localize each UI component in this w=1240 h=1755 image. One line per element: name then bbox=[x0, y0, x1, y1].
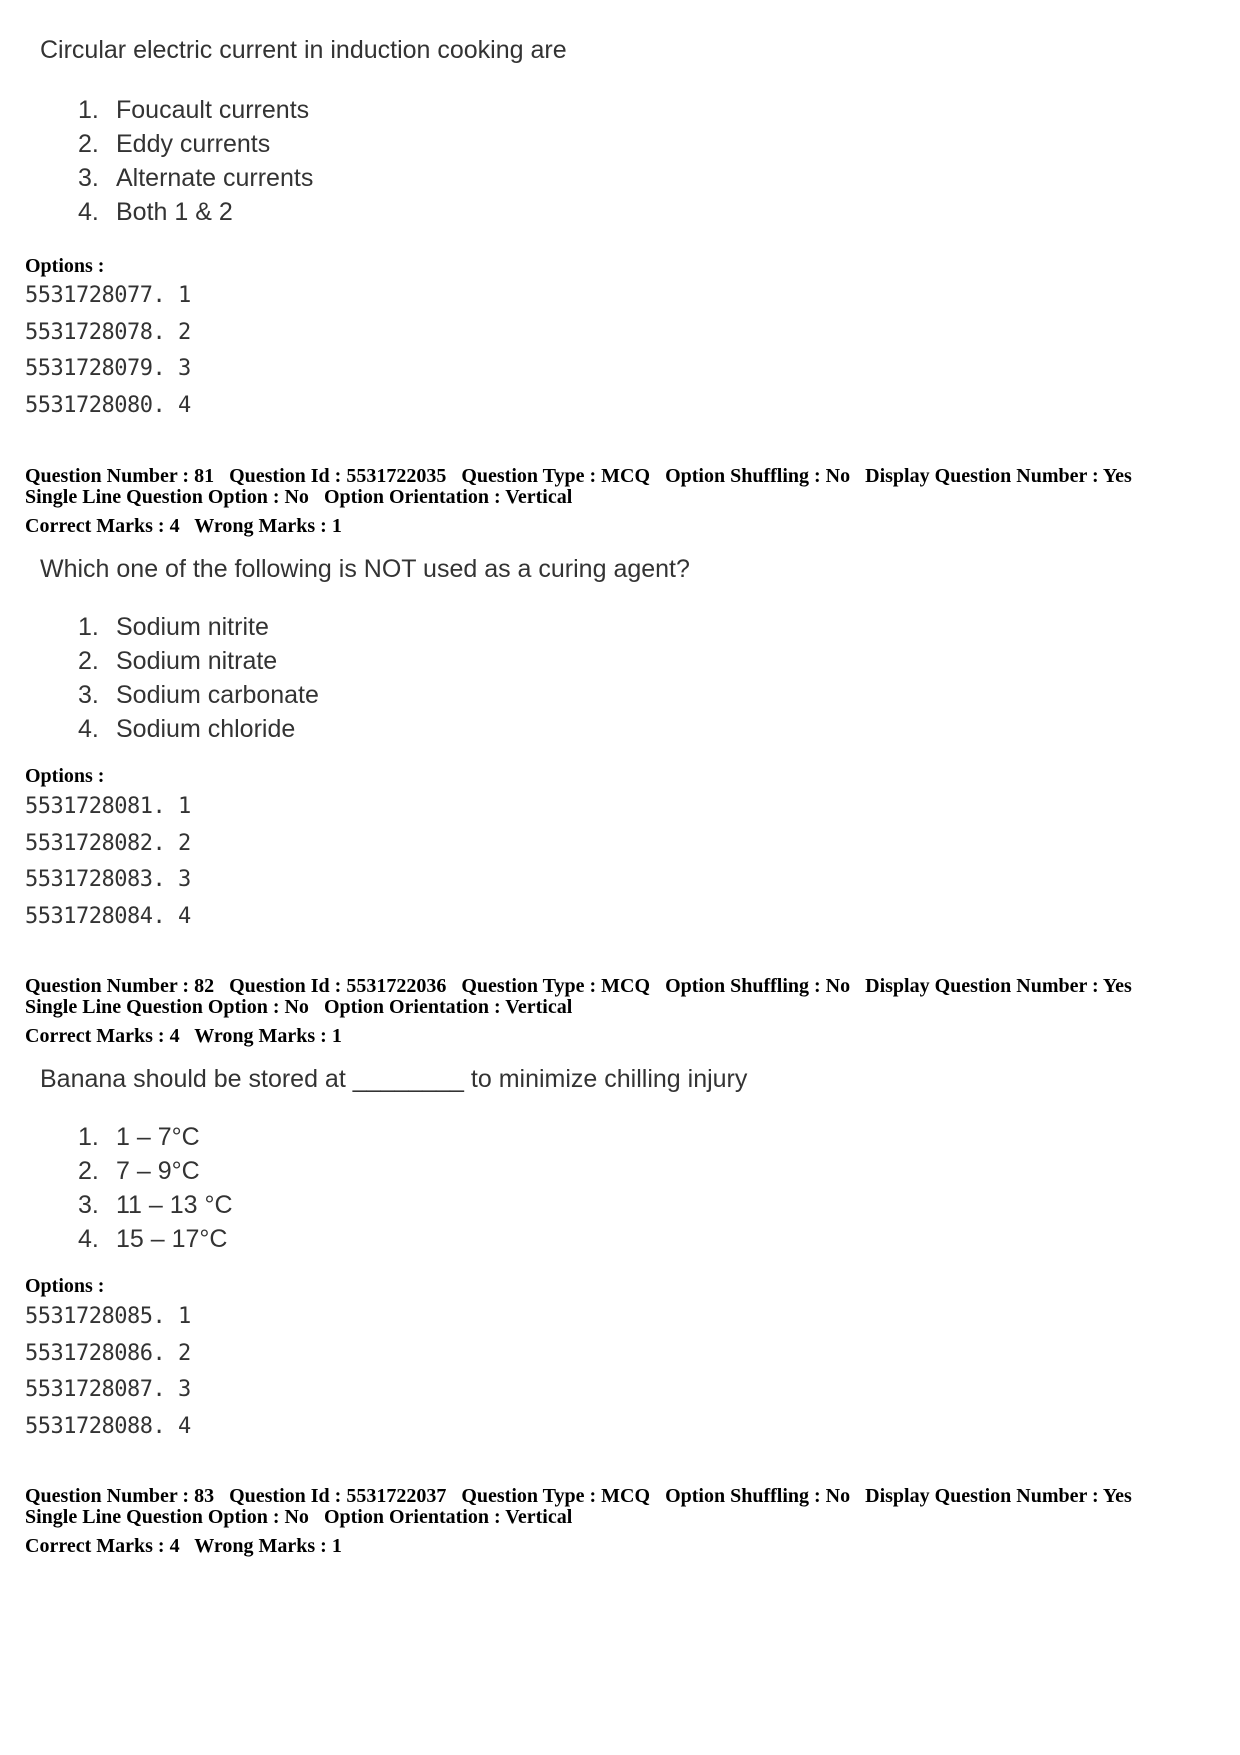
question-81-text: Which one of the following is NOT used as a curing agent? bbox=[40, 555, 690, 583]
question-80-text: Circular electric current in induction cooking are bbox=[40, 36, 567, 64]
question-81-meta-line2: Single Line Question Option : No Option Orientation : Vertical bbox=[25, 486, 573, 508]
choice-item: 3. Alternate currents bbox=[78, 164, 314, 192]
choice-item: 4. Sodium chloride bbox=[78, 715, 296, 743]
choice-item: 4. 15 – 17°C bbox=[78, 1225, 228, 1253]
option-item: 5531728088. 4 bbox=[25, 1414, 191, 1440]
choice-item: 2. Sodium nitrate bbox=[78, 647, 278, 675]
choice-item: 1. 1 – 7°C bbox=[78, 1123, 200, 1151]
question-82-options bbox=[25, 1299, 191, 1446]
question-82-choices bbox=[78, 1120, 233, 1256]
choice-item: 1. Foucault currents bbox=[78, 96, 310, 124]
options-label: Options : bbox=[25, 255, 105, 277]
question-81-choices bbox=[78, 610, 319, 746]
question-81-options bbox=[25, 789, 191, 936]
question-82-text: Banana should be stored at ________ to minimize chilling injury bbox=[40, 1065, 748, 1093]
option-item: 5531728078. 2 bbox=[25, 319, 191, 345]
option-item: 5531728081. 1 bbox=[25, 794, 191, 819]
question-80-options bbox=[25, 278, 191, 425]
option-item: 5531728084. 4 bbox=[25, 904, 191, 930]
question-82-meta-line1: Question Number : 82 Question Id : 5531722036 Question Type : MCQ Option Shuffling : No Display Question Number : Yes bbox=[25, 975, 1132, 997]
question-81-meta-line1: Question Number : 81 Question Id : 5531722035 Question Type : MCQ Option Shuffling : No Display Question Number : Yes bbox=[25, 465, 1132, 487]
option-item: 5531728085. 1 bbox=[25, 1304, 191, 1329]
question-83-meta-line1: Question Number : 83 Question Id : 5531722037 Question Type : MCQ Option Shuffling : No Display Question Number : Yes bbox=[25, 1485, 1132, 1507]
choice-item: 2. Eddy currents bbox=[78, 130, 271, 158]
option-item: 5531728083. 3 bbox=[25, 867, 191, 893]
question-82-meta-line2: Single Line Question Option : No Option Orientation : Vertical bbox=[25, 996, 573, 1018]
question-82-marks: Correct Marks : 4 Wrong Marks : 1 bbox=[25, 1025, 342, 1047]
choice-item: 3. 11 – 13 °C bbox=[78, 1191, 233, 1219]
option-item: 5531728087. 3 bbox=[25, 1377, 191, 1403]
option-item: 5531728080. 4 bbox=[25, 393, 191, 419]
question-81-marks: Correct Marks : 4 Wrong Marks : 1 bbox=[25, 515, 342, 537]
option-item: 5531728079. 3 bbox=[25, 356, 191, 382]
choice-item: 3. Sodium carbonate bbox=[78, 681, 319, 709]
option-item: 5531728086. 2 bbox=[25, 1340, 191, 1366]
question-83-marks: Correct Marks : 4 Wrong Marks : 1 bbox=[25, 1535, 342, 1557]
choice-item: 2. 7 – 9°C bbox=[78, 1157, 200, 1185]
question-80-choices bbox=[78, 93, 313, 229]
choice-item: 1. Sodium nitrite bbox=[78, 613, 269, 641]
option-item: 5531728082. 2 bbox=[25, 830, 191, 856]
question-83-meta-line2: Single Line Question Option : No Option Orientation : Vertical bbox=[25, 1506, 573, 1528]
options-label: Options : bbox=[25, 765, 105, 787]
choice-item: 4. Both 1 & 2 bbox=[78, 198, 233, 226]
options-label: Options : bbox=[25, 1275, 105, 1297]
option-item: 5531728077. 1 bbox=[25, 283, 191, 308]
